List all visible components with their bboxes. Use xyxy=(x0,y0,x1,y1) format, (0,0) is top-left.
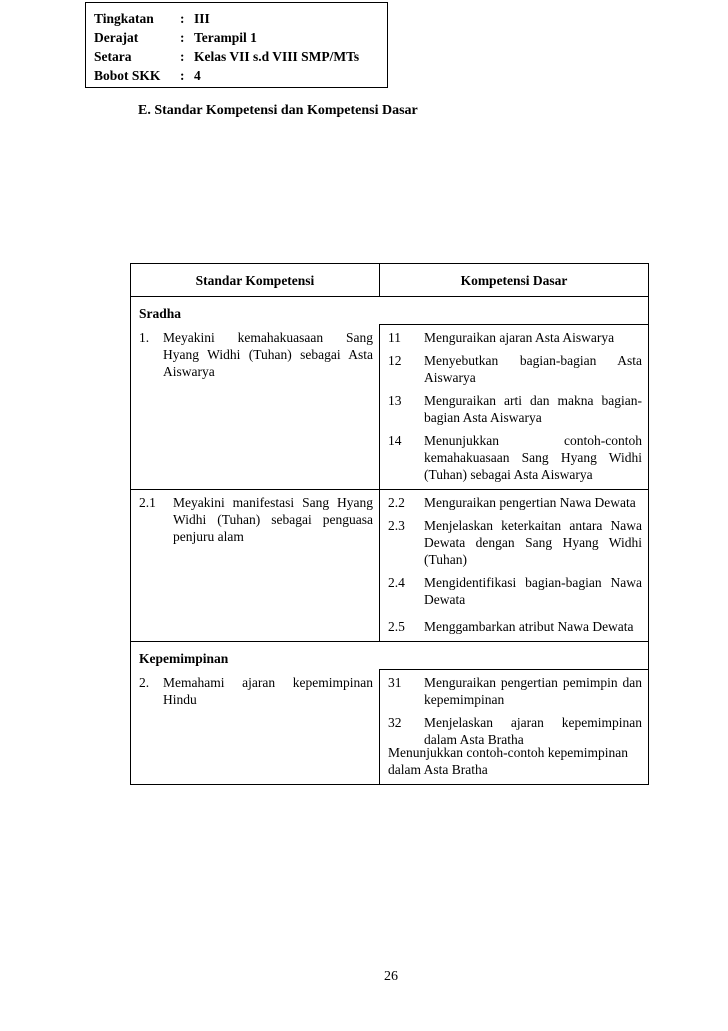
info-value: Kelas VII s.d VIII SMP/MTs xyxy=(194,49,360,64)
group-title-cell xyxy=(131,297,649,325)
info-row-derajat xyxy=(94,28,379,47)
kd-text: Menguraikan pengertian pemimpin dan kepemimpinan xyxy=(424,675,642,707)
kd-number: 11 xyxy=(388,330,401,345)
info-row-tingkatan xyxy=(94,9,379,28)
info-label: Derajat xyxy=(94,30,139,45)
kd-item xyxy=(388,392,642,426)
kd-item xyxy=(388,432,642,483)
sk-item xyxy=(139,674,373,708)
header-standar-kompetensi: Standar Kompetensi xyxy=(131,264,380,297)
sk-text: Memahami ajaran kepemimpinan Hindu xyxy=(163,674,373,707)
sk-item xyxy=(139,329,373,380)
section-title: E. Standar Kompetensi dan Kompetensi Dasar xyxy=(138,103,418,118)
table-header-row xyxy=(131,264,649,297)
sk-item xyxy=(139,494,373,545)
header-kompetensi-dasar: Kompetensi Dasar xyxy=(380,264,649,297)
table-row xyxy=(131,642,649,670)
info-label: Bobot SKK xyxy=(94,68,161,83)
table-row xyxy=(131,490,649,642)
info-value: 4 xyxy=(194,68,201,83)
kd-number: 12 xyxy=(388,353,402,368)
info-label: Setara xyxy=(94,49,132,64)
sk-text: Meyakini kemahakuasaan Sang Hyang Widhi (Tuhan) sebagai Asta Aiswarya xyxy=(163,329,373,379)
info-value: III xyxy=(194,11,210,26)
page-number: 26 xyxy=(384,969,398,984)
table-row xyxy=(131,297,649,325)
kd-text: Menjelaskan ajaran kepemimpinan dalam Asta Bratha xyxy=(424,715,642,747)
info-value: Terampil 1 xyxy=(194,30,257,45)
kd-item xyxy=(388,574,642,608)
info-colon: : xyxy=(180,30,185,45)
group-title-kepemimpinan: Kepemimpinan xyxy=(139,651,229,666)
kd-item xyxy=(388,674,642,708)
info-colon: : xyxy=(180,49,185,64)
kd-cell xyxy=(380,670,649,785)
kd-text: Mengidentifikasi bagian-bagian Nawa Dewata xyxy=(424,575,642,607)
kd-number: 2.4 xyxy=(388,575,405,590)
sk-text: Meyakini manifestasi Sang Hyang Widhi (Tuhan) sebagai penguasa penjuru alam xyxy=(173,495,373,544)
sk-number: 1. xyxy=(139,329,150,345)
kd-number: 31 xyxy=(388,675,402,690)
kd-number: 2.2 xyxy=(388,495,405,510)
info-box xyxy=(85,2,388,88)
kd-item xyxy=(388,517,642,568)
kd-text: Menggambarkan atribut Nawa Dewata xyxy=(424,619,634,634)
kd-cell xyxy=(380,325,649,490)
kd-number: 32 xyxy=(388,715,402,730)
info-colon: : xyxy=(180,11,185,26)
kd-text: Menjelaskan keterkaitan antara Nawa Dewata dengan Sang Hyang Widhi (Tuhan) xyxy=(424,518,642,567)
competency-table xyxy=(130,263,649,785)
kd-text: Menguraikan pengertian Nawa Dewata xyxy=(424,495,636,510)
kd-number: 2.3 xyxy=(388,518,405,533)
info-colon: : xyxy=(180,68,185,83)
info-label: Tingkatan xyxy=(94,11,154,26)
kd-number: 14 xyxy=(388,433,402,448)
sk-cell xyxy=(131,325,380,490)
kd-cell xyxy=(380,490,649,642)
kd-item xyxy=(388,618,642,635)
sk-number: 2. xyxy=(139,674,150,690)
info-row-setara xyxy=(94,47,379,66)
group-title-sradha: Sradha xyxy=(139,306,182,321)
kd-item xyxy=(388,352,642,386)
kd-text: Menyebutkan bagian-bagian Asta Aiswarya xyxy=(424,353,642,385)
sk-cell xyxy=(131,490,380,642)
kd-extra-text: Menunjukkan contoh-contoh kepemimpinan dalam Asta Bratha xyxy=(388,745,628,777)
kd-number: 13 xyxy=(388,393,402,408)
sk-cell xyxy=(131,670,380,785)
info-row-bobot xyxy=(94,66,379,85)
group-title-cell xyxy=(131,642,649,670)
table-row xyxy=(131,670,649,785)
kd-text: Menguraikan arti dan makna bagian-bagian Asta Aiswarya xyxy=(424,393,642,425)
kd-number: 2.5 xyxy=(388,619,405,634)
kd-item xyxy=(388,329,642,346)
table-row xyxy=(131,325,649,490)
kd-text: Menguraikan ajaran Asta Aiswarya xyxy=(424,330,615,345)
kd-item xyxy=(388,494,642,511)
kd-text: Menunjukkan contoh-contoh kemahakuasaan Sang Hyang Widhi (Tuhan) sebagai Asta Aiswarya xyxy=(424,433,642,482)
sk-number: 2.1 xyxy=(139,495,156,510)
kd-item xyxy=(388,714,642,748)
